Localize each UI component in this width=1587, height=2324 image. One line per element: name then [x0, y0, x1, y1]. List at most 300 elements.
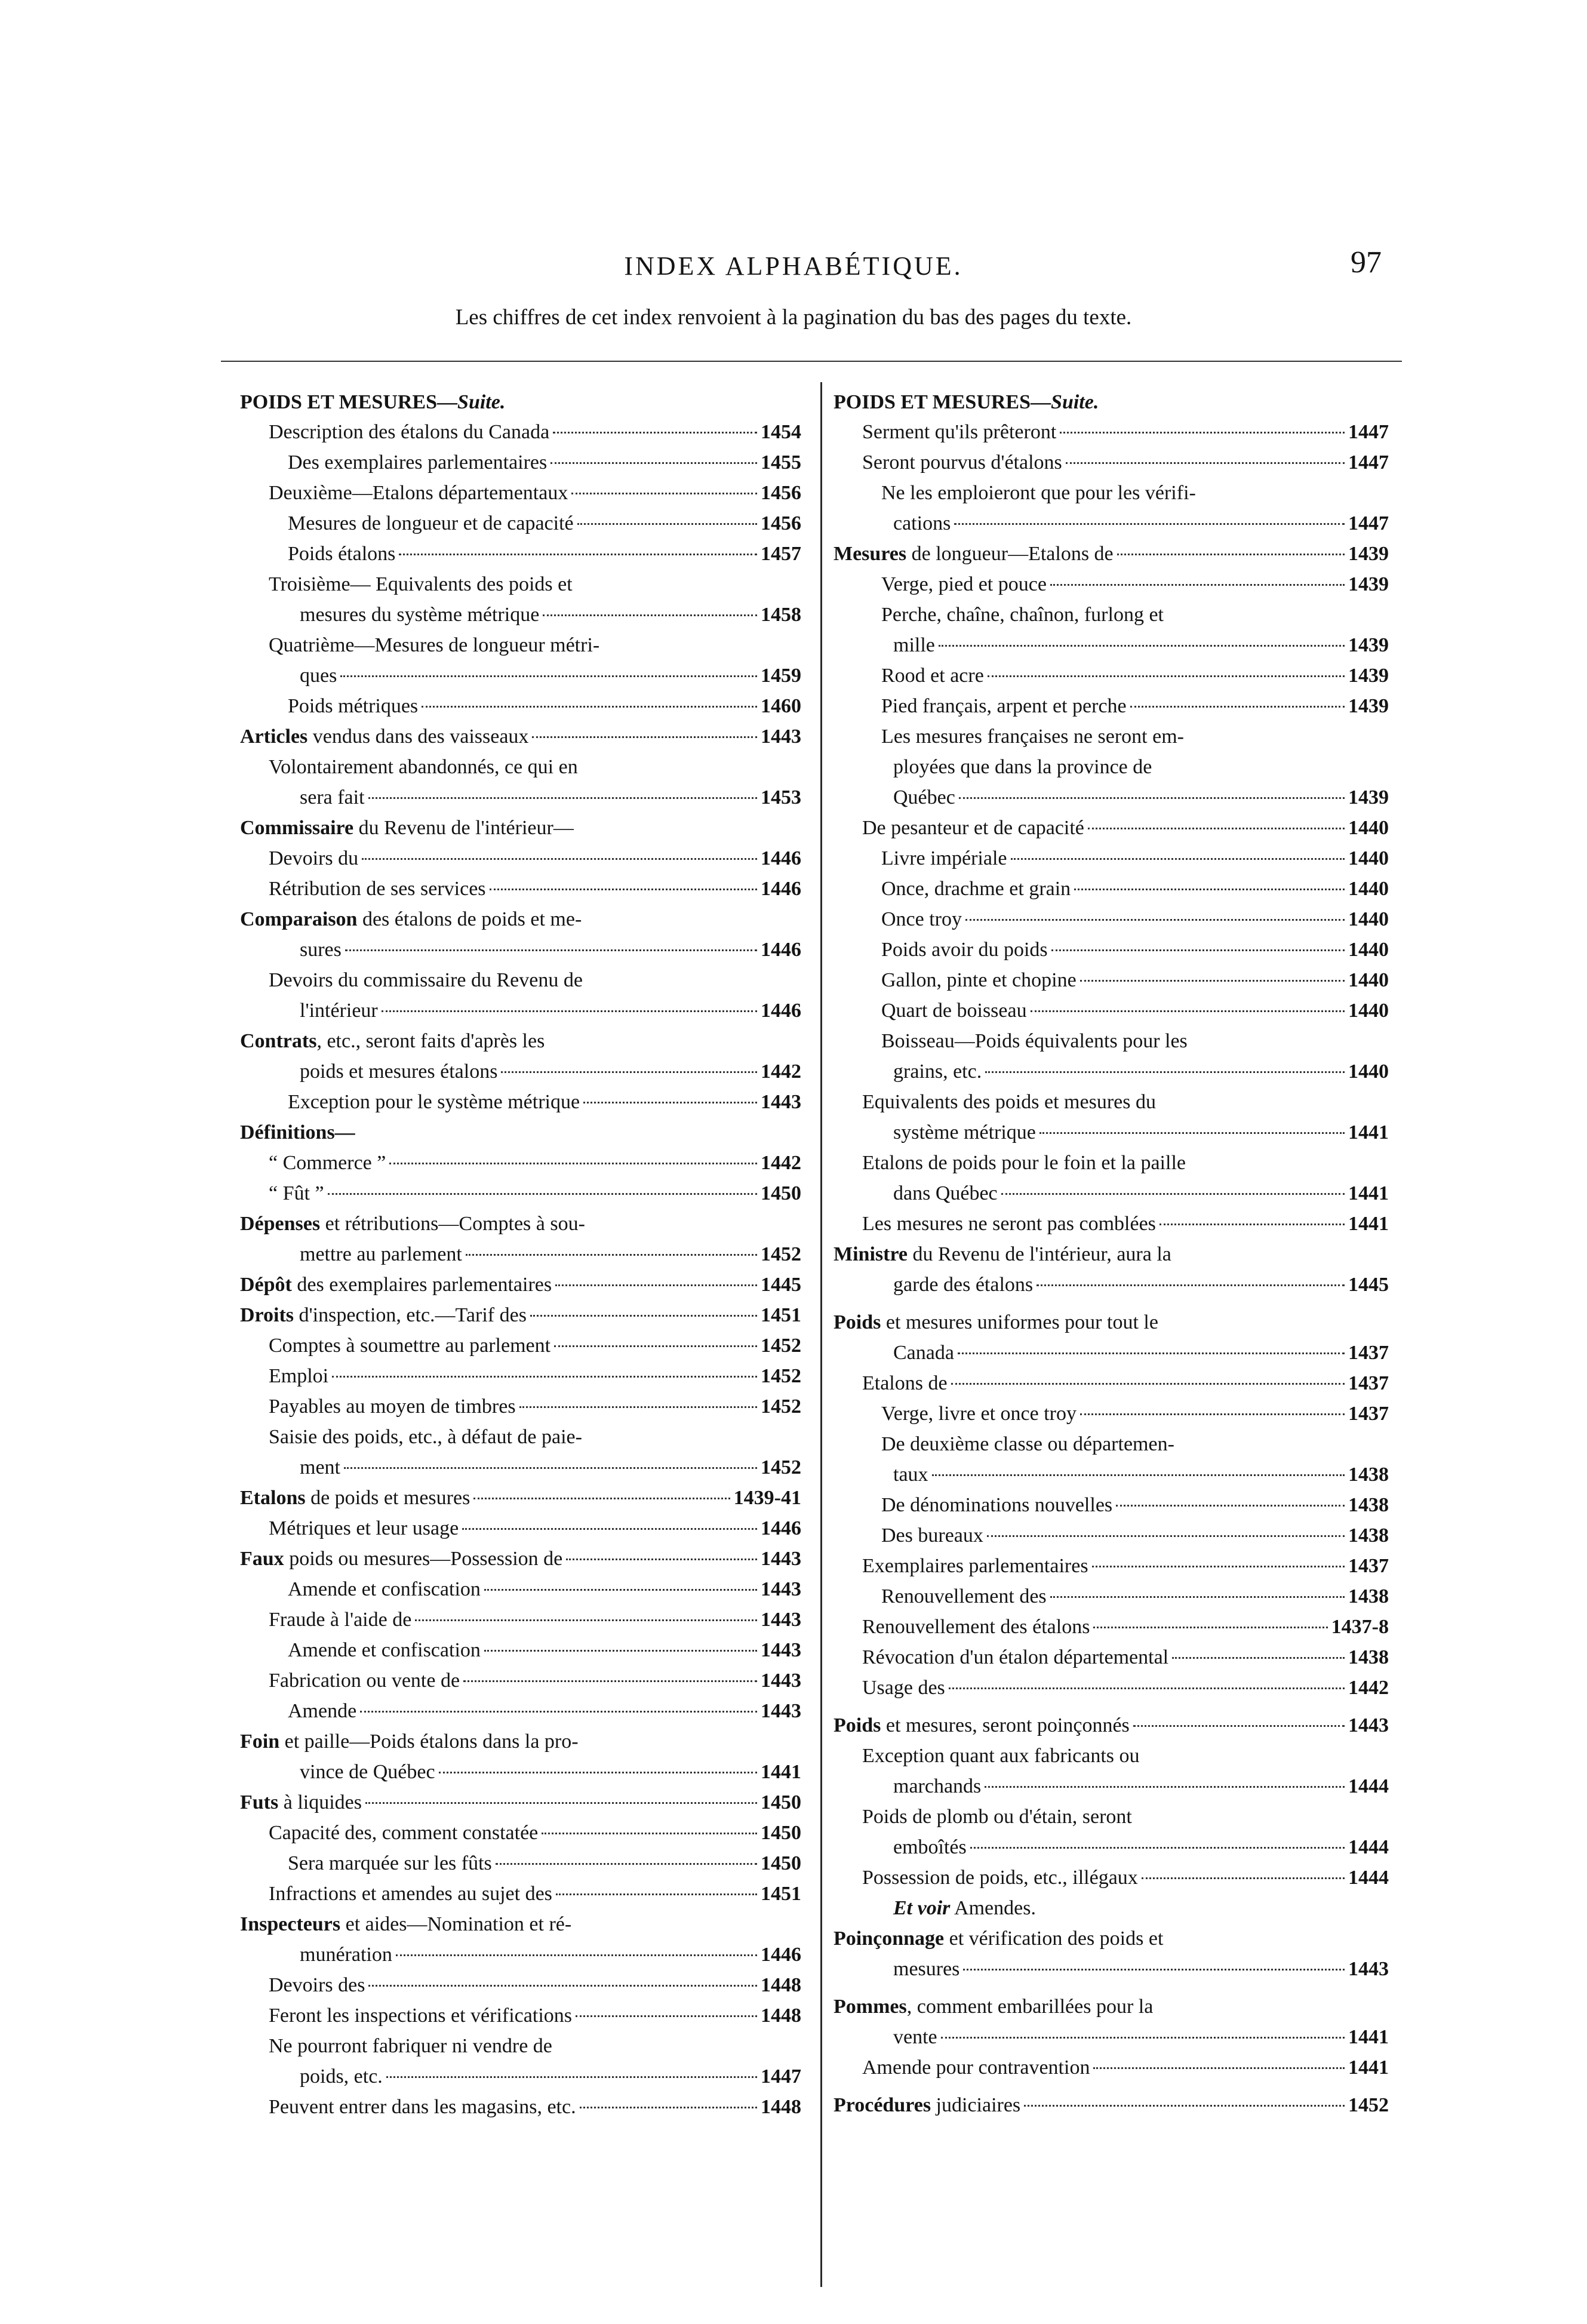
- page-reference: 1440: [1348, 878, 1389, 900]
- entry-text: Et voir: [893, 1897, 951, 1919]
- entry-text: Les mesures ne seront pas comblées: [862, 1213, 1156, 1235]
- index-entry: [834, 782, 1389, 813]
- page-reference: 1441: [1348, 1121, 1389, 1143]
- dot-leader: [932, 1474, 1345, 1476]
- index-entry: [240, 630, 801, 660]
- page-reference: 1459: [761, 665, 801, 687]
- page-reference: 1444: [1348, 1867, 1389, 1889]
- page-reference: 1438: [1348, 1524, 1389, 1547]
- dot-leader: [1116, 1505, 1345, 1507]
- dot-leader: [345, 949, 757, 951]
- page-reference: 1460: [761, 695, 801, 717]
- dot-leader: [941, 2037, 1345, 2039]
- dot-leader: [466, 1254, 757, 1256]
- page-reference: 1447: [1348, 451, 1389, 474]
- page-reference: 1440: [1348, 939, 1389, 961]
- index-entry: [240, 1635, 801, 1665]
- page-reference: 1440: [1348, 908, 1389, 930]
- index-entry: [834, 1862, 1389, 1893]
- dot-leader: [368, 797, 757, 799]
- entry-text: des exemplaires parlementaires: [291, 1274, 552, 1296]
- index-entry: [834, 1991, 1389, 2022]
- page-reference: 1452: [1348, 2094, 1389, 2116]
- entry-text: vince de Québec: [300, 1761, 435, 1783]
- index-entry: [240, 1909, 801, 1939]
- index-entry: [834, 1954, 1389, 1984]
- page-reference: 1438: [1348, 1646, 1389, 1668]
- page-reference: 1446: [761, 1944, 801, 1966]
- entry-text: Devoirs des: [269, 1974, 365, 1996]
- entry-text: mesures du système métrique: [300, 604, 540, 626]
- index-entry: [240, 1939, 801, 1970]
- dot-leader: [554, 1345, 757, 1347]
- entry-text: ment: [300, 1456, 340, 1478]
- page-reference: 1450: [761, 1822, 801, 1844]
- dot-leader: [985, 1786, 1345, 1788]
- dot-leader: [484, 1650, 757, 1652]
- index-entry: [834, 508, 1389, 539]
- index-entry: [240, 995, 801, 1026]
- entry-gap: [834, 1703, 1389, 1710]
- index-entry: [240, 1452, 801, 1483]
- page-reference: 1443: [761, 1091, 801, 1113]
- dot-leader: [985, 1071, 1345, 1073]
- index-entry: [240, 2000, 801, 2031]
- page-reference: 1455: [761, 451, 801, 474]
- entry-text: mille: [893, 634, 935, 656]
- page-reference: 1439: [1348, 634, 1389, 656]
- entry-text: grains, etc.: [893, 1060, 982, 1083]
- page-reference: 1439: [1348, 573, 1389, 595]
- entry-text: Exception quant aux fabricants ou: [862, 1745, 1140, 1767]
- index-entry: [834, 1338, 1389, 1368]
- entry-text: Des bureaux: [881, 1524, 983, 1547]
- index-entry: [240, 1818, 801, 1848]
- index-entry: [834, 1148, 1389, 1178]
- entry-text: Métriques et leur usage: [269, 1517, 459, 1539]
- index-entry: [240, 1665, 801, 1696]
- index-entry: [240, 843, 801, 874]
- index-entry: [834, 1056, 1389, 1087]
- entry-text: Serment qu'ils prêteront: [862, 421, 1057, 443]
- dot-leader: [1080, 1413, 1345, 1415]
- index-entry: [834, 904, 1389, 934]
- dot-leader: [963, 1969, 1345, 1971]
- entry-text: Devoirs du commissaire du Revenu de: [269, 969, 583, 991]
- index-entry: [834, 1832, 1389, 1862]
- entry-keyword: Etalons: [240, 1487, 306, 1509]
- index-entry: [834, 691, 1389, 721]
- index-entry: [240, 2092, 801, 2122]
- page-reference: 1446: [761, 847, 801, 869]
- entry-text: Payables au moyen de timbres: [269, 1395, 516, 1418]
- left-heading-suite: Suite.: [457, 391, 506, 413]
- page-reference: 1451: [761, 1883, 801, 1905]
- index-entry: [240, 1300, 801, 1330]
- page-reference: 1439: [1348, 695, 1389, 717]
- index-entry: [834, 1710, 1389, 1741]
- header-rule: [221, 361, 1402, 362]
- entry-text: Saisie des poids, etc., à défaut de paie-: [269, 1426, 582, 1448]
- page-reference: 1452: [761, 1365, 801, 1387]
- index-entry: [240, 1879, 801, 1909]
- dot-leader: [389, 1163, 757, 1164]
- entry-text: poids, etc.: [300, 2065, 383, 2088]
- page-reference: 1452: [761, 1456, 801, 1478]
- dot-leader: [576, 2015, 757, 2017]
- dot-leader: [340, 675, 757, 677]
- entry-text: Feront les inspections et vérifications: [269, 2005, 572, 2027]
- index-entry: [240, 782, 801, 813]
- index-entry: [834, 1117, 1389, 1148]
- index-entry: [834, 1398, 1389, 1429]
- index-entry: [834, 1893, 1389, 1923]
- index-note: Les chiffres de cet index renvoient à la pagination du bas des pages du texte.: [455, 305, 1132, 330]
- dot-leader: [328, 1193, 757, 1195]
- dot-leader: [949, 1687, 1345, 1689]
- dot-leader: [530, 1315, 757, 1317]
- page-reference: 1458: [761, 604, 801, 626]
- dot-leader: [362, 858, 757, 860]
- dot-leader: [1050, 1596, 1345, 1598]
- page-reference: 1443: [761, 1578, 801, 1600]
- page-reference: 1447: [1348, 421, 1389, 443]
- page-reference: 1456: [761, 482, 801, 504]
- page-reference: 1442: [761, 1060, 801, 1083]
- page-reference: 1440: [1348, 969, 1389, 991]
- entry-keyword: Procédures: [834, 2094, 931, 2116]
- entry-text: Infractions et amendes au sujet des: [269, 1883, 552, 1905]
- index-entry: [240, 569, 801, 600]
- entry-text: Quatrième—Mesures de longueur métri-: [269, 634, 600, 656]
- entry-text: Volontairement abandonnés, ce qui en: [269, 756, 578, 778]
- page-reference: 1438: [1348, 1585, 1389, 1607]
- index-entry: [834, 1741, 1389, 1771]
- right-column-heading: [834, 388, 1389, 417]
- page-reference: 1456: [761, 512, 801, 534]
- dot-leader: [954, 523, 1345, 525]
- index-entry: [240, 1848, 801, 1879]
- entry-text: Rood et acre: [881, 665, 984, 687]
- dot-leader: [484, 1589, 757, 1591]
- dot-leader: [959, 797, 1345, 799]
- entry-text: ques: [300, 665, 337, 687]
- entry-text: l'intérieur: [300, 1000, 378, 1022]
- entry-keyword: Dépenses: [240, 1213, 321, 1235]
- page-reference: 1440: [1348, 817, 1389, 839]
- entry-keyword: Pommes: [834, 1996, 907, 2018]
- page-reference: 1443: [761, 1639, 801, 1661]
- dot-leader: [1092, 1566, 1345, 1567]
- entry-text: Deuxième—Etalons départementaux: [269, 482, 568, 504]
- page-reference: 1437: [1348, 1555, 1389, 1577]
- dot-leader: [987, 1535, 1345, 1537]
- entry-text: vendus dans des vaisseaux: [307, 726, 529, 748]
- dot-leader: [519, 1406, 757, 1408]
- page-reference: 1441: [1348, 1213, 1389, 1235]
- page-reference: 1437: [1348, 1342, 1389, 1364]
- dot-leader: [1130, 706, 1345, 708]
- entry-text: Mesures de longueur et de capacité: [288, 512, 574, 534]
- page-reference: 1441: [1348, 1182, 1389, 1204]
- entry-text: Equivalents des poids et mesures du: [862, 1091, 1156, 1113]
- index-entry: [240, 447, 801, 478]
- entry-text: Exception pour le système métrique: [288, 1091, 580, 1113]
- index-entry: [240, 934, 801, 965]
- entry-text: Ne pourront fabriquer ni vendre de: [269, 2035, 552, 2057]
- index-entry: [834, 2052, 1389, 2083]
- index-entry: [834, 1087, 1389, 1117]
- page-number: 97: [1351, 245, 1382, 279]
- index-entry: [240, 1726, 801, 1757]
- index-entry: [834, 1673, 1389, 1703]
- index-entry: [240, 1544, 801, 1574]
- index-entry: [834, 1923, 1389, 1954]
- page-reference: 1440: [1348, 1060, 1389, 1083]
- dot-leader: [958, 1352, 1345, 1354]
- entry-text: Comptes à soumettre au parlement: [269, 1335, 551, 1357]
- dot-leader: [1080, 980, 1345, 982]
- dot-leader: [580, 2107, 757, 2108]
- dot-leader: [1142, 1877, 1345, 1879]
- dot-leader: [555, 1284, 757, 1286]
- dot-leader: [1074, 889, 1345, 890]
- entry-text: et mesures uniformes pour tout le: [881, 1311, 1158, 1333]
- entry-text: de longueur—Etalons de: [906, 543, 1114, 565]
- dot-leader: [501, 1071, 757, 1073]
- index-entry: [240, 1391, 801, 1422]
- index-entry: [834, 1368, 1389, 1398]
- left-index-entries: [240, 417, 801, 2122]
- index-entry: [240, 874, 801, 904]
- entry-text: Renouvellement des étalons: [862, 1616, 1090, 1638]
- entry-keyword: Définitions—: [240, 1121, 355, 1143]
- page-reference: 1454: [761, 421, 801, 443]
- entry-text: et paille—Poids étalons dans la pro-: [279, 1730, 579, 1753]
- page-reference: 1446: [761, 939, 801, 961]
- page-reference: 1439: [1348, 665, 1389, 687]
- index-entry: [240, 1970, 801, 2000]
- entry-text: Etalons de poids pour le foin et la paille: [862, 1152, 1186, 1174]
- dot-leader: [571, 493, 757, 494]
- page-reference: 1438: [1348, 1464, 1389, 1486]
- page-reference: 1445: [761, 1274, 801, 1296]
- page-reference: 1447: [761, 2065, 801, 2088]
- page-reference: 1437-8: [1331, 1616, 1389, 1638]
- page-title: INDEX ALPHABÉTIQUE.: [624, 251, 963, 281]
- page-reference: 1452: [761, 1243, 801, 1265]
- page-reference: 1447: [1348, 512, 1389, 534]
- entry-text: mettre au parlement: [300, 1243, 462, 1265]
- dot-leader: [965, 919, 1345, 921]
- entry-text: et mesures, seront poinçonnés: [881, 1714, 1130, 1736]
- entry-text: Révocation d'un étalon départemental: [862, 1646, 1169, 1668]
- index-entry: [240, 1757, 801, 1787]
- index-entry: [834, 447, 1389, 478]
- index-entry: [240, 1574, 801, 1604]
- entry-keyword: Comparaison: [240, 908, 358, 930]
- index-entry: [240, 813, 801, 843]
- index-entry: [834, 1307, 1389, 1338]
- entry-keyword: Faux: [240, 1548, 284, 1570]
- entry-text: Description des étalons du Canada: [269, 421, 550, 443]
- entry-text: “ Fût ”: [269, 1182, 324, 1204]
- index-entry: [240, 1239, 801, 1269]
- entry-text: Troisième— Equivalents des poids et: [269, 573, 573, 595]
- right-index-column: [834, 388, 1389, 2120]
- page-reference: 1452: [761, 1335, 801, 1357]
- entry-text: Once troy: [881, 908, 962, 930]
- index-entry: [240, 478, 801, 508]
- dot-leader: [399, 554, 757, 555]
- dot-leader: [386, 2076, 757, 2078]
- dot-leader: [490, 889, 757, 890]
- entry-keyword: Ministre: [834, 1243, 908, 1265]
- entry-text: poids et mesures étalons: [300, 1060, 498, 1083]
- page-reference: 1446: [761, 1517, 801, 1539]
- dot-leader: [566, 1558, 757, 1560]
- entry-text: taux: [893, 1464, 928, 1486]
- dot-leader: [1051, 949, 1345, 951]
- index-entry: [834, 1490, 1389, 1520]
- page-reference: 1445: [1348, 1274, 1389, 1296]
- dot-leader: [583, 1102, 757, 1103]
- dot-leader: [462, 1528, 757, 1530]
- index-entry: [240, 965, 801, 995]
- page-reference: 1450: [761, 1182, 801, 1204]
- page-reference: 1444: [1348, 1775, 1389, 1797]
- column-divider: [820, 382, 822, 2287]
- index-entry: [834, 600, 1389, 630]
- index-entry: [240, 752, 801, 782]
- entry-text: Fabrication ou vente de: [269, 1670, 460, 1692]
- dot-leader: [1172, 1657, 1345, 1659]
- page-reference: 1439-41: [733, 1487, 801, 1509]
- dot-leader: [1066, 462, 1345, 464]
- entry-text: Perche, chaîne, chaînon, furlong et: [881, 604, 1164, 626]
- entry-text: ployées que dans la province de: [893, 756, 1152, 778]
- index-entry: [834, 874, 1389, 904]
- page-reference: 1443: [761, 1700, 801, 1722]
- index-entry: [834, 569, 1389, 600]
- page-reference: 1443: [761, 726, 801, 748]
- index-entry: [240, 1087, 801, 1117]
- entry-text: Poids de plomb ou d'étain, seront: [862, 1806, 1132, 1828]
- index-entry: [834, 995, 1389, 1026]
- page-reference: 1438: [1348, 1494, 1389, 1516]
- entry-text: et vérification des poids et: [944, 1928, 1164, 1950]
- entry-text: mesures: [893, 1958, 960, 1980]
- dot-leader: [463, 1680, 757, 1682]
- page-reference: 1440: [1348, 847, 1389, 869]
- entry-text: à liquides: [278, 1791, 362, 1813]
- right-heading-label: POIDS ET MESURES—: [834, 391, 1051, 413]
- index-entry: [834, 1612, 1389, 1642]
- entry-text: Canada: [893, 1342, 954, 1364]
- entry-text: du Revenu de l'intérieur—: [353, 817, 574, 839]
- page-reference: 1440: [1348, 1000, 1389, 1022]
- index-entry: [240, 904, 801, 934]
- index-entry: [240, 1604, 801, 1635]
- index-entry: [834, 965, 1389, 995]
- dot-leader: [1024, 2105, 1345, 2107]
- dot-leader: [365, 1802, 757, 1804]
- entry-text: dans Québec: [893, 1182, 998, 1204]
- dot-leader: [1050, 584, 1345, 586]
- page-reference: 1448: [761, 2096, 801, 2118]
- index-entry: [834, 1459, 1389, 1490]
- dot-leader: [1039, 1132, 1345, 1134]
- dot-leader: [1037, 1284, 1345, 1286]
- entry-text: Seront pourvus d'étalons: [862, 451, 1062, 474]
- index-entry: [834, 1771, 1389, 1802]
- entry-keyword: Contrats: [240, 1030, 317, 1052]
- page-reference: 1443: [1348, 1958, 1389, 1980]
- dot-leader: [368, 1985, 757, 1987]
- dot-leader: [542, 1833, 757, 1834]
- index-entry: [834, 934, 1389, 965]
- dot-leader: [344, 1467, 757, 1469]
- entry-text: sures: [300, 939, 342, 961]
- dot-leader: [1093, 1627, 1327, 1628]
- index-entry: [834, 478, 1389, 508]
- page-reference: 1443: [1348, 1714, 1389, 1736]
- left-column-heading: [240, 388, 801, 417]
- dot-leader: [550, 462, 757, 464]
- page-reference: 1452: [761, 1395, 801, 1418]
- index-entry: [240, 600, 801, 630]
- index-entry: [834, 1269, 1389, 1300]
- index-entry: [834, 1429, 1389, 1459]
- index-entry: [240, 2031, 801, 2061]
- entry-text: Ne les emploieront que pour les vérifi-: [881, 482, 1196, 504]
- index-entry: [240, 660, 801, 691]
- entry-text: Poids métriques: [288, 695, 419, 717]
- page-reference: 1444: [1348, 1836, 1389, 1858]
- entry-keyword: Poids: [834, 1311, 881, 1333]
- index-entry: [240, 1513, 801, 1544]
- index-entry: [240, 1361, 801, 1391]
- right-heading-suite: Suite.: [1051, 391, 1099, 413]
- index-entry: [240, 539, 801, 569]
- dot-leader: [1133, 1725, 1345, 1727]
- left-heading-label: POIDS ET MESURES—: [240, 391, 458, 413]
- entry-keyword: Foin: [240, 1730, 280, 1753]
- entry-text: vente: [893, 2026, 937, 2048]
- entry-text: De deuxième classe ou départemen-: [881, 1433, 1174, 1455]
- page-reference: 1450: [761, 1852, 801, 1874]
- entry-text: Exemplaires parlementaires: [862, 1555, 1088, 1577]
- page-reference: 1446: [761, 1000, 801, 1022]
- entry-text: Gallon, pinte et chopine: [881, 969, 1077, 991]
- page-reference: 1448: [761, 2005, 801, 2027]
- entry-text: De dénominations nouvelles: [881, 1494, 1113, 1516]
- entry-keyword: Commissaire: [240, 817, 354, 839]
- index-entry: [240, 1483, 801, 1513]
- entry-text: garde des étalons: [893, 1274, 1034, 1296]
- index-entry: [240, 1117, 801, 1148]
- index-entry: [834, 1642, 1389, 1673]
- dot-leader: [415, 1619, 757, 1621]
- page-reference: 1448: [761, 1974, 801, 1996]
- entry-keyword: Articles: [240, 726, 308, 748]
- index-entry: [834, 2090, 1389, 2120]
- entry-gap: [834, 1300, 1389, 1307]
- index-entry: [834, 843, 1389, 874]
- page-reference: 1453: [761, 786, 801, 809]
- entry-text: poids ou mesures—Possession de: [284, 1548, 563, 1570]
- index-entry: [834, 1239, 1389, 1269]
